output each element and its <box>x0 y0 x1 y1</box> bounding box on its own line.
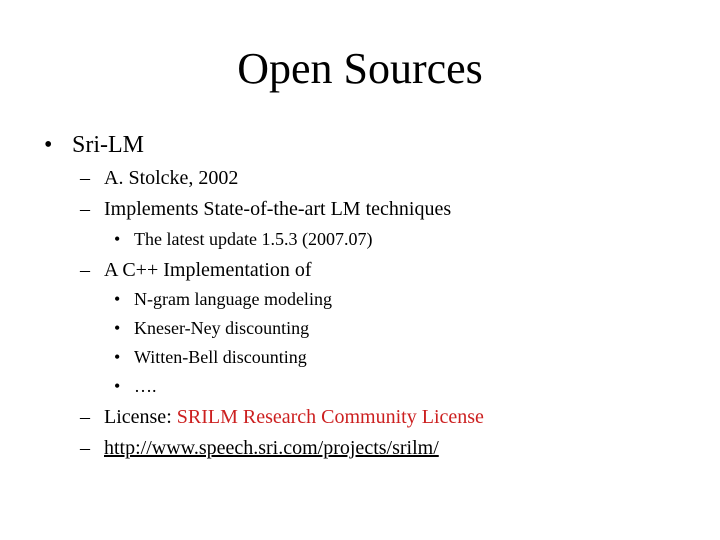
bullet-dash: – <box>80 259 90 281</box>
bullet-kneser-ney: Kneser-Ney discounting <box>134 318 310 338</box>
bullet-dot-small: • <box>114 347 121 367</box>
bullet-author: A. Stolcke, 2002 <box>104 167 239 189</box>
bullet-dash: – <box>80 198 90 220</box>
bullet-dash: – <box>80 406 90 428</box>
bullet-dash: – <box>80 167 90 189</box>
bullet-dot-small: • <box>114 289 121 309</box>
slide-title: Open Sources <box>237 44 483 93</box>
bullet-cpp-impl: A C++ Implementation of <box>104 259 312 281</box>
bullet-dot-small: • <box>114 318 121 338</box>
bullet-license <box>104 405 484 429</box>
bullet-dot: • <box>44 132 53 158</box>
srilm-url-link[interactable]: http://www.speech.sri.com/projects/srilm/ <box>104 437 439 459</box>
bullet-ellipsis: …. <box>134 376 157 396</box>
bullet-dot-small: • <box>114 376 121 396</box>
bullet-latest-update: The latest update 1.5.3 (2007.07) <box>134 229 373 249</box>
license-name: SRILM Research Community License <box>176 406 484 428</box>
bullet-implements: Implements State-of-the-art LM techniques <box>104 198 452 220</box>
bullet-ngram: N-gram language modeling <box>134 289 332 309</box>
bullet-srilm: Sri-LM <box>72 132 144 158</box>
bullet-dot-small: • <box>114 229 121 249</box>
bullet-dash: – <box>80 437 90 459</box>
bullet-witten-bell: Witten-Bell discounting <box>134 347 307 367</box>
license-label: License: <box>104 406 177 428</box>
